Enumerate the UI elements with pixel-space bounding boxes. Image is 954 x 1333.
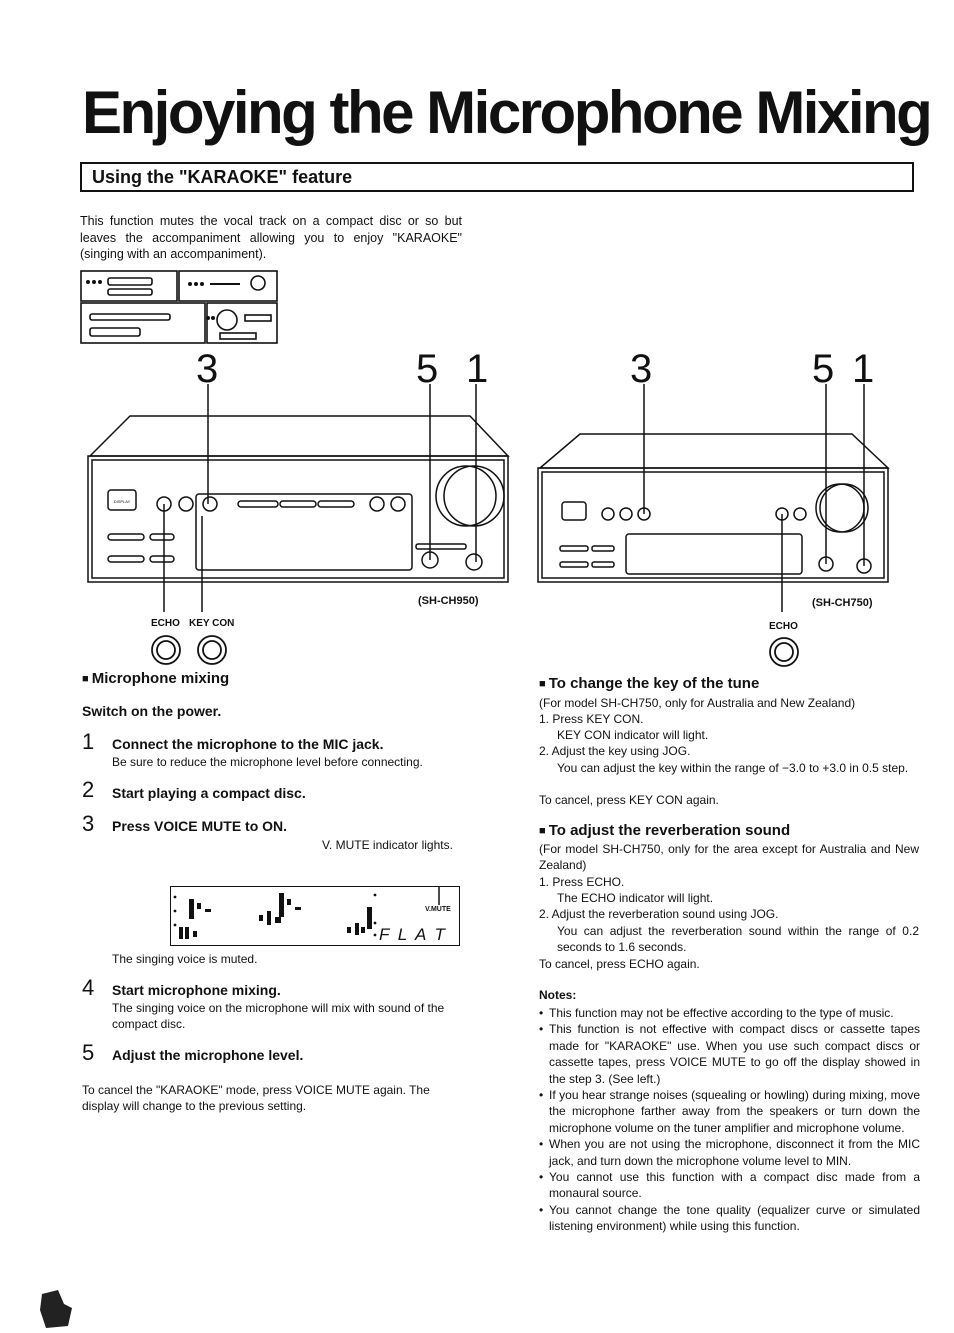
notes-label: Notes: (539, 988, 577, 1002)
rev-step-2: 2. Adjust the reverberation sound using JOG. (539, 907, 779, 921)
callout-1: 1 (466, 348, 489, 391)
step-3-note: V. MUTE indicator lights. (322, 838, 453, 852)
step-4-number: 4 (82, 975, 95, 1000)
change-key-heading: ■ To change the key of the tune (539, 675, 759, 692)
intro-paragraph: This function mutes the vocal track on a compact disc or so but leaves the accompaniment allowing you to enjoy "KARAOKE" (singing with an accompaniment). (80, 214, 462, 261)
notes-list (539, 1005, 920, 1235)
step-1-number: 1 (82, 729, 95, 754)
step-4-text: Start microphone mixing. (112, 982, 281, 998)
muted-caption: The singing voice is muted. (112, 952, 258, 966)
rev-model-note: (For model SH-CH750, only for the area except for Australia and New Zealand) (539, 842, 919, 873)
model-label-sh-ch950: (SH-CH950) (418, 595, 479, 607)
switch-power: Switch on the power. (82, 703, 222, 719)
callout-3: 3 (196, 348, 219, 391)
v-mute-indicator: V.MUTE (425, 906, 451, 913)
key-step-2-sub: You can adjust the key within the range of −3.0 to +3.0 in 0.5 step. (557, 761, 909, 775)
step-2-number: 2 (82, 777, 95, 802)
receiver-diagram-sh-ch950 (78, 348, 518, 612)
step-5-number: 5 (82, 1040, 95, 1065)
callout-5-right: 5 (812, 348, 835, 391)
note-item: • You cannot change the tone quality (equalizer curve or simulated listening environment) while using this function. (539, 1202, 920, 1235)
note-item: • If you hear strange noises (squealing or howling) during mixing, move the microphone farther away from the speakers or turn down the microphone volume on the tuner amplifier and microphone volume. (539, 1087, 920, 1136)
step-1-note: Be sure to reduce the microphone level before connecting. (112, 755, 423, 769)
step-1-text: Connect the microphone to the MIC jack. (112, 736, 384, 752)
callout-1-right: 1 (852, 348, 875, 391)
key-step-1: 1. Press KEY CON. (539, 712, 644, 726)
key-model-note: (For model SH-CH750, only for Australia and New Zealand) (539, 696, 856, 710)
display-button-label: DISPLAY (113, 499, 131, 504)
display-panel (170, 886, 460, 946)
knob-label-key-con: KEY CON (189, 618, 235, 629)
step-2-text: Start playing a compact disc. (112, 785, 306, 801)
rev-step-1: 1. Press ECHO. (539, 875, 625, 889)
reverberation-heading: ■ To adjust the reverberation sound (539, 822, 790, 839)
rev-step-2-sub: You can adjust the reverberation sound within the range of 0.2 seconds to 1.6 seconds. (557, 924, 919, 955)
echo-knob-icon (768, 636, 800, 668)
page-tab-mark (38, 1290, 78, 1330)
display-segments (171, 887, 459, 945)
section-title: Using the "KARAOKE" feature (92, 167, 353, 187)
key-step-1-sub: KEY CON indicator will light. (557, 728, 709, 742)
rev-cancel: To cancel, press ECHO again. (539, 957, 700, 971)
step-3-text: Press VOICE MUTE to ON. (112, 818, 288, 834)
system-stack-icon (80, 270, 280, 346)
step-5-text: Adjust the microphone level. (112, 1047, 304, 1063)
receiver-diagram-sh-ch750 (534, 348, 894, 612)
model-label-sh-ch750: (SH-CH750) (812, 597, 873, 609)
knob-icons-left (150, 634, 234, 666)
callout-5: 5 (416, 348, 439, 391)
section-header (80, 162, 914, 192)
knob-label-echo: ECHO (151, 618, 180, 629)
note-item: • When you are not using the microphone, disconnect it from the MIC jack, and turn down the microphone volume level to MIN. (539, 1136, 920, 1169)
callout-3-right: 3 (630, 348, 653, 391)
cancel-karaoke-text: To cancel the "KARAOKE" mode, press VOICE MUTE again. The display will change to the previous setting. (82, 1083, 430, 1114)
note-item: • This function may not be effective according to the type of music. (539, 1005, 920, 1021)
key-cancel: To cancel, press KEY CON again. (539, 793, 719, 807)
step-4-note: The singing voice on the microphone will mix with sound of the compact disc. (112, 1001, 445, 1032)
step-3-number: 3 (82, 811, 95, 836)
rev-step-1-sub: The ECHO indicator will light. (557, 891, 714, 905)
page-title: Enjoying the Microphone Mixing (82, 79, 931, 146)
note-item: • You cannot use this function with a compact disc made from a monaural source. (539, 1169, 920, 1202)
flat-segment-text: F L A T (379, 925, 447, 944)
key-step-2: 2. Adjust the key using JOG. (539, 744, 691, 758)
knob-label-echo-right: ECHO (769, 621, 798, 632)
microphone-mixing-heading: ■ Microphone mixing (82, 670, 229, 687)
note-item: • This function is not effective with compact discs or cassette tapes made for "KARAOKE" use. When you use such compact discs or cassette tapes, press VOICE MUTE to go off the display showed in the step 3. (See left.) (539, 1021, 920, 1087)
